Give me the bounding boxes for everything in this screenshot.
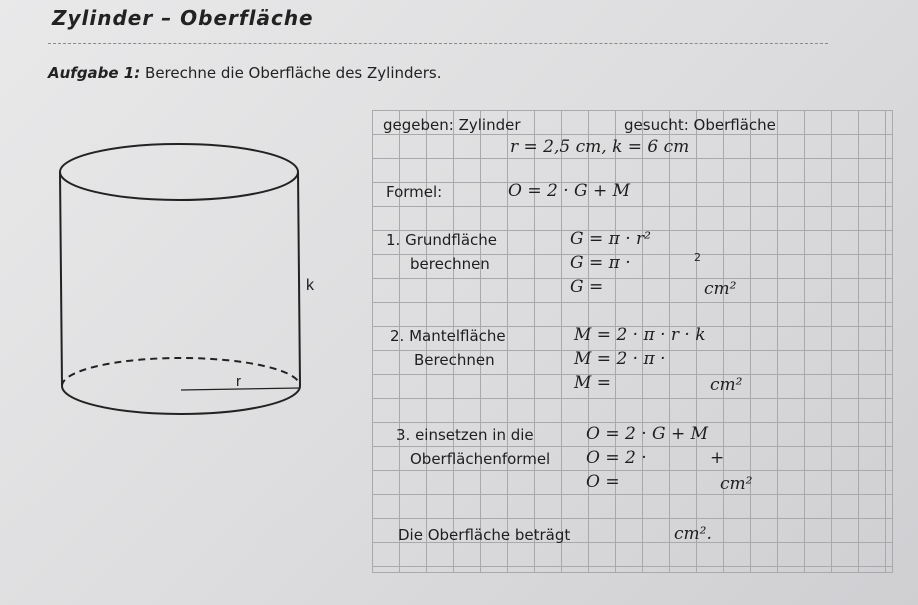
surface-formula: O = 2 · G + M	[508, 181, 631, 201]
cylinder-bottom-back	[62, 358, 300, 386]
step1-label: 1. Grundfläche	[386, 231, 498, 249]
title-divider	[48, 43, 828, 44]
step2-label: 2. Mantelfläche	[390, 327, 506, 345]
step2-unit: cm²	[710, 375, 743, 395]
cylinder-right-edge	[298, 172, 300, 386]
cylinder-top-ellipse	[60, 144, 298, 200]
step3-unit: cm²	[720, 474, 753, 494]
step3-label: 3. einsetzen in die	[396, 426, 534, 444]
radius-label: r	[236, 373, 241, 390]
step2-line3: M =	[574, 373, 612, 393]
step3-line2: O = 2 ·	[586, 448, 647, 468]
cylinder-left-edge	[60, 172, 62, 386]
step3-plus: +	[710, 448, 725, 468]
step1-line3: G =	[570, 277, 604, 297]
task-line	[48, 64, 442, 82]
formula-label: Formel:	[386, 183, 443, 201]
step1-unit: cm²	[704, 279, 737, 299]
step1-label-cont: berechnen	[410, 255, 490, 273]
step2-formula: M = 2 · π · r · k	[574, 325, 706, 345]
cylinder-figure	[58, 138, 318, 428]
step3-label-cont: Oberflächenformel	[410, 450, 551, 468]
result-text: Die Oberfläche beträgt	[398, 526, 571, 544]
step1-formula: G = π · r²	[570, 229, 651, 249]
step3-line3: O =	[586, 472, 620, 492]
cylinder-bottom-front	[62, 386, 300, 414]
page-title: Zylinder – Oberfläche	[52, 6, 314, 30]
task-label: Aufgabe 1:	[48, 64, 141, 82]
grid-worksheet	[372, 110, 893, 573]
height-label: k	[306, 277, 314, 294]
step2-line2: M = 2 · π ·	[574, 349, 666, 369]
step1-line2: G = π ·	[570, 253, 631, 273]
result-unit: cm².	[674, 524, 712, 544]
given-label: gegeben: Zylinder	[383, 116, 521, 134]
given-values: r = 2,5 cm, k = 6 cm	[510, 137, 690, 157]
step2-label-cont: Berechnen	[414, 351, 495, 369]
wanted-label: gesucht: Oberfläche	[624, 116, 776, 134]
step1-exponent: 2	[694, 251, 701, 264]
step3-formula: O = 2 · G + M	[586, 424, 709, 444]
task-text: Berechne die Oberfläche des Zylinders.	[145, 64, 442, 82]
